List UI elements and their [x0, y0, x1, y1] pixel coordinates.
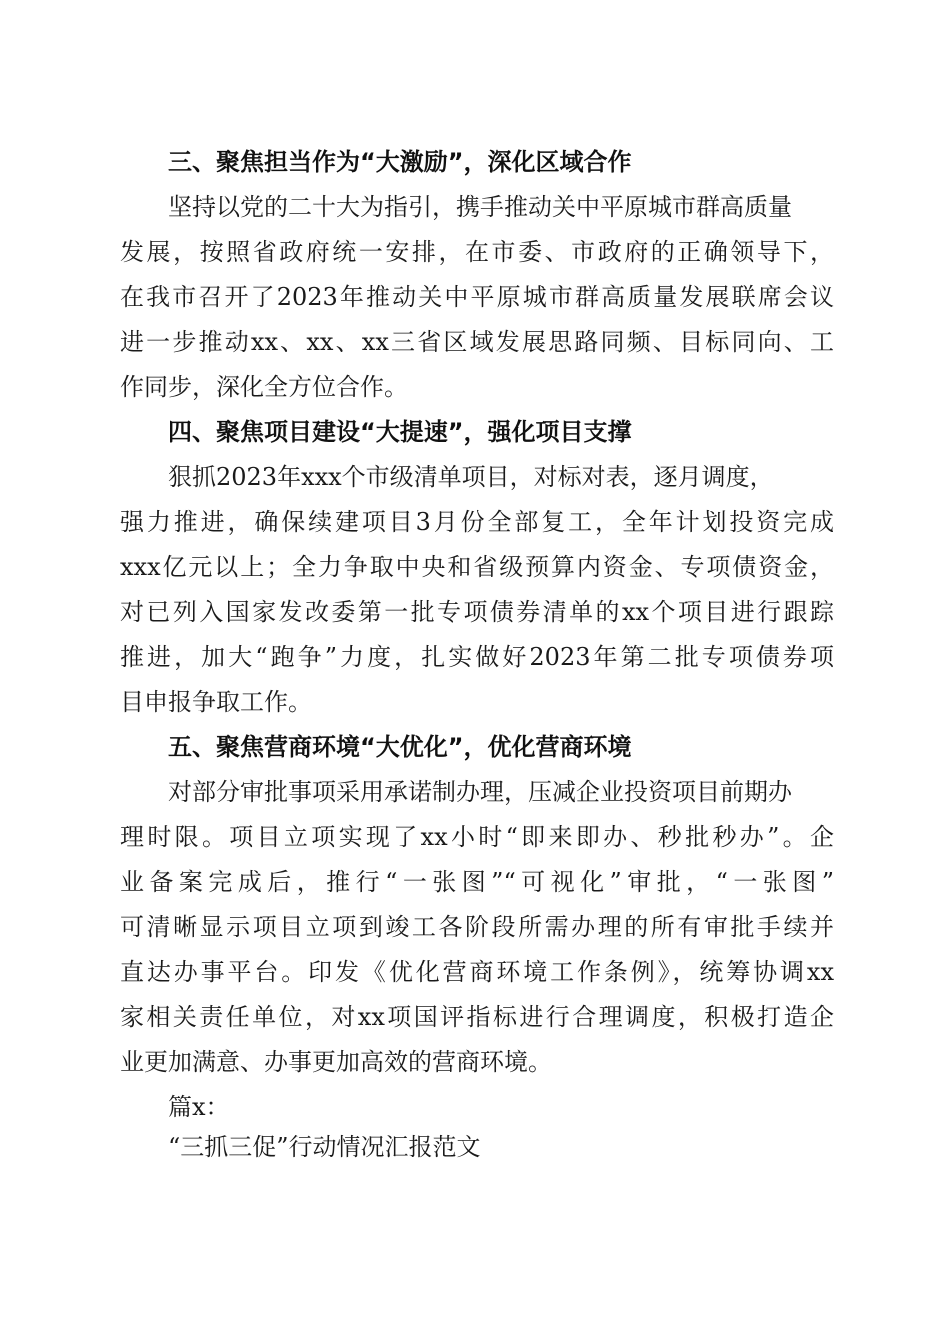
paragraph-line: 家相关责任单位，对xx项国评指标进行合理调度，积极打造企: [120, 1003, 834, 1031]
paragraph-line: 作同步，深化全方位合作。: [120, 373, 408, 401]
paragraph-line: 强力推进，确保续建项目3月份全部复工，全年计划投资完成: [120, 508, 834, 536]
paragraph-line: 在我市召开了2023年推动关中平原城市群高质量发展联席会议: [120, 283, 834, 311]
section-heading-5: 五、聚焦营商环境“大优化”，优化营商环境: [168, 733, 632, 761]
paragraph-line: 进一步推动xx、xx、xx三省区域发展思路同频、目标同向、工: [120, 328, 834, 356]
paragraph-line: 直达办事平台。印发《优化营商环境工作条例》，统筹协调xx: [120, 958, 834, 986]
paragraph-line: 发展，按照省政府统一安排，在市委、市政府的正确领导下，: [120, 238, 834, 266]
paragraph-line: 理时限。项目立项实现了xx小时“即来即办、秒批秒办”。企: [120, 823, 834, 851]
paragraph-line: 目申报争取工作。: [120, 688, 312, 716]
paragraph-line: 对已列入国家发改委第一批专项债券清单的xx个项目进行跟踪: [120, 598, 834, 626]
paragraph-line: 推进，加大“跑争”力度，扎实做好2023年第二批专项债券项: [120, 643, 834, 671]
paragraph-line: 业备案完成后，推行“一张图”“可视化”审批，“一张图”: [120, 868, 834, 896]
paragraph-line: 对部分审批事项采用承诺制办理，压减企业投资项目前期办: [168, 778, 792, 806]
paragraph-line: 业更加满意、办事更加高效的营商环境。: [120, 1048, 552, 1076]
section-heading-3: 三、聚焦担当作为“大激励”，深化区域合作: [168, 148, 632, 176]
chapter-label: 篇x：: [168, 1093, 230, 1121]
paragraph-line: 狠抓2023年xxx个市级清单项目，对标对表，逐月调度，: [168, 463, 774, 491]
paragraph-line: xxx亿元以上；全力争取中央和省级预算内资金、专项债资金，: [120, 553, 834, 581]
paragraph-line: 坚持以党的二十大为指引，携手推动关中平原城市群高质量: [168, 193, 792, 221]
section-heading-4: 四、聚焦项目建设“大提速”，强化项目支撑: [168, 418, 632, 446]
next-article-title: “三抓三促”行动情况汇报范文: [168, 1133, 481, 1161]
paragraph-line: 可清晰显示项目立项到竣工各阶段所需办理的所有审批手续并: [120, 913, 834, 941]
